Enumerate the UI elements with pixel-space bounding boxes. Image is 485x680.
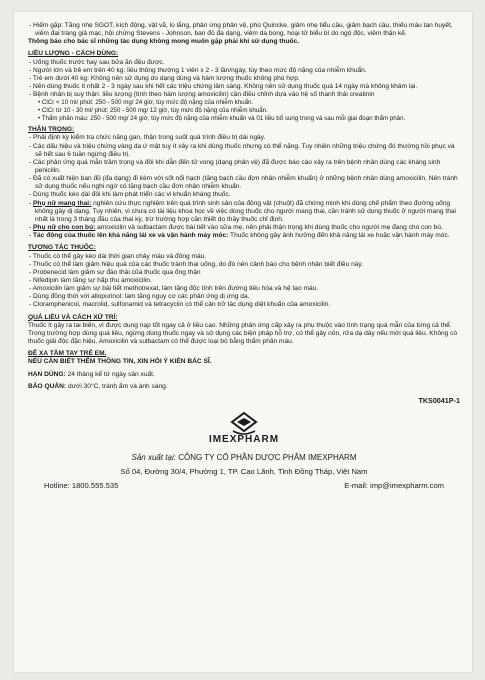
overdose-text: Thuốc ít gây ra tai biến, vì được dung nạp tốt ngay cả ở liều cao. Những phản ứng cấp xảy ra phụ thuộc vào tình trạng quá mẫn của từng cá thể. Trong trường hợp dùng quá liều, ngừng dùng thuốc ngay và sử dụng các biện pháp hỗ trợ, có thể gây nôn, rửa dạ dày nếu mới quá liều. Không có thuốc giải độc đặc hiệu. Amoxicilin và sulbactam có thể được loại bỏ bằng thẩm phân máu. bbox=[28, 321, 458, 346]
nursing-text: amoxicilin và sulbactam được bài tiết vào sữa mẹ, nên phải thận trọng khi dùng thuốc cho người mẹ đang cho con bú. bbox=[95, 224, 443, 232]
manufacturer-address: Số 04, Đường 30/4, Phường 1, TP. Cao Lãnh, Tỉnh Đồng Tháp, Việt Nam bbox=[120, 467, 368, 477]
caution-heading: THẬN TRỌNG: bbox=[28, 126, 75, 134]
interaction-item: - Thuốc có thể gây kéo dài thời gian chảy máu và đông máu. bbox=[29, 252, 207, 260]
dosage-item: - Nên dùng thuốc ít nhất 2 - 3 ngày sau khi hết các triệu chứng lâm sàng. Không nên sử dụng thuốc quá 14 ngày mà không khám lại. bbox=[29, 83, 418, 91]
keep-away-warning: ĐỂ XA TẦM TAY TRẺ EM. bbox=[28, 350, 107, 358]
nursing-paragraph: - Phụ nữ cho con bú: amoxicilin và sulbactam được bài tiết vào sữa mẹ, nên phải thận trọng khi dùng thuốc cho người mẹ đang cho con bú. bbox=[29, 224, 443, 232]
dosage-item: - Người lớn và trẻ em trên 40 kg: liều thông thường 1 viên x 2 - 3 lần/ngày, tùy theo mức độ nặng của nhiễm khuẩn. bbox=[29, 66, 367, 74]
pregnancy-text: nghiên cứu thực nghiệm trên quá trình sinh sản của động vật (chuột) đã chứng minh khi dùng chế phẩm theo đường uống không gây dị dạng. Tuy nhiên, vì chưa có tài liệu khoa học về việc dùng thuốc cho người mang thai, cần tránh sử dụng thuốc ở người mang thai nhất là trong 3 tháng đầu của thai kỳ, trừ trường hợp cần thiết do thầy thuốc chỉ định. bbox=[35, 199, 457, 223]
email: E-mail: imp@imexpharm.com bbox=[344, 481, 444, 491]
storage-line bbox=[28, 383, 460, 391]
dosage-heading: LIỀU LƯỢNG - CÁCH DÙNG: bbox=[28, 50, 119, 58]
overdose-heading: QUÁ LIỀU VÀ CÁCH XỬ TRÍ: bbox=[28, 313, 118, 321]
driving-text: Thuốc không gây ảnh hưởng đến khả năng lái xe hoặc vận hành máy móc. bbox=[228, 232, 450, 240]
dosage-sub-item: • ClCr từ 10 - 30 ml/ phút: 250 - 500 mg/ 12 giờ, tùy mức độ nặng của nhiễm khuẩn. bbox=[38, 107, 268, 114]
manufacturer-line bbox=[28, 452, 460, 463]
driving-paragraph: - Tác động của thuốc lên khả năng lái xe và vận hành máy móc: Thuốc không gây ảnh hưởng đến khả năng lái xe hoặc vận hành máy móc. bbox=[29, 232, 450, 240]
interaction-item: - Nifedipin làm tăng sự hấp thu amoxicilin. bbox=[29, 277, 152, 284]
dosage-item: - Bệnh nhân bị suy thận: liều lượng (tính theo hàm lượng amoxicilin) cần điều chỉnh dựa vào hệ số thanh thải creatinin bbox=[29, 91, 375, 99]
caution-item: - Phải định kỳ kiểm tra chức năng gan, thận trong suốt quá trình điều trị dài ngày. bbox=[29, 134, 266, 142]
interactions-heading: TƯƠNG TÁC THUỐC: bbox=[28, 244, 96, 252]
interaction-item: - Thuốc có thể làm giảm hiệu quả của các thuốc tránh thai uống, do đó nên cảnh báo cho bệnh nhân biết điều này. bbox=[29, 260, 364, 268]
expiry-label: HẠN DÙNG: bbox=[28, 370, 66, 378]
interaction-item: - Cloramphenicol, macrolid, sulfonamid và tetracyclin có thể cản trở tác dụng diệt khuẩn của amoxicilin. bbox=[29, 301, 331, 309]
storage-label: BẢO QUẢN: bbox=[28, 382, 67, 390]
brand-name: IMEXPHARM bbox=[208, 434, 280, 446]
hotline: Hotline: 1800.555.535 bbox=[44, 481, 119, 491]
document-code: TKS0041P-1 bbox=[418, 395, 460, 405]
caution-item: - Đã có xuất hiện ban đỏ (đa dạng) đi kèm với sốt nổi hạch (tăng bạch cầu đơn nhân nhiễm khuẩn) ở những bệnh nhân dùng amoxicilin. Nên tránh sử dụng thuốc nếu nghi ngờ có tăng bạch cầu đơn nhân nhiễm khuẩn. bbox=[29, 175, 458, 191]
pregnancy-paragraph: - Phụ nữ mang thai: nghiên cứu thực nghiệm trên quá trình sinh sản của động vật (chuột) đã chứng minh khi dùng chế phẩm theo đường uống không gây dị dạng. Tuy nhiên, vì chưa có tài liệu khoa học về việc dùng thuốc cho người mang thai, cần tránh sử dụng thuốc ở người mang thai nhất là trong 3 tháng đầu của thai kỳ, trừ trường hợp cần thiết do thầy thuốc chỉ định. bbox=[29, 199, 457, 223]
dosage-item: - Uống thuốc trước hay sau bữa ăn đều được. bbox=[29, 58, 165, 66]
nursing-label: Phụ nữ cho con bú: bbox=[33, 224, 96, 232]
report-notice: Thông báo cho bác sĩ những tác dụng không mong muốn gặp phải khi sử dụng thuốc. bbox=[28, 38, 300, 46]
logo-block bbox=[28, 411, 460, 444]
caution-item: - Các phản ứng quá mẫn trầm trọng và đôi khi dẫn đến tử vong (dạng phản vệ) đã được báo cáo xảy ra trên bệnh nhân dùng các kháng sinh penicilin. bbox=[29, 158, 441, 174]
dosage-sub-item: • ClCr < 10 ml/ phút: 250 - 500 mg/ 24 giờ, tùy mức độ nặng của nhiễm khuẩn. bbox=[38, 99, 254, 107]
dosage-item: - Trẻ em dưới 40 kg: Không nên sử dụng do dạng dùng và hàm lượng thuốc không phù hợp. bbox=[29, 74, 300, 82]
imexpharm-logo-icon bbox=[229, 411, 259, 435]
interaction-item: - Dùng đồng thời với allopurinol: làm tăng nguy cơ các phản ứng dị ứng da. bbox=[29, 293, 250, 301]
dosage-sub-item: • Thẩm phân máu: 250 - 500 mg/ 24 giờ, tùy mức độ nặng của nhiễm khuẩn và 01 liều bổ sung trong và sau mỗi giai đoạn thẩm phân. bbox=[38, 114, 406, 122]
interaction-item: - Probenecid làm giảm sự đào thải của thuốc qua ống thận bbox=[29, 268, 201, 276]
leaflet-sheet bbox=[14, 12, 472, 672]
contact-row bbox=[28, 482, 460, 490]
storage-text: dưới 30°C, tránh ẩm và ánh sáng. bbox=[66, 382, 168, 390]
expiry-text: 24 tháng kể từ ngày sản xuất. bbox=[65, 370, 155, 378]
caution-item: - Dùng thuốc kéo dài đôi khi làm phát triển các vi khuẩn kháng thuốc. bbox=[29, 191, 231, 199]
interaction-item: - Amoxicilin làm giảm sự bài tiết methotrexat, làm tăng độc tính trên đường tiêu hóa và hệ tạo máu. bbox=[29, 285, 319, 293]
caution-item: - Các dấu hiệu và triệu chứng vàng da ứ mật tuy ít xảy ra khi dùng thuốc nhưng có thể nặng. Tuy nhiên những triệu chứng đó thường hồi phục và sẽ hết sau 6 tuần ngừng điều trị. bbox=[29, 142, 455, 158]
consult-warning: NẾU CẦN BIẾT THÊM THÔNG TIN, XIN HỎI Ý KIẾN BÁC SĨ. bbox=[28, 358, 212, 366]
expiry-line bbox=[28, 371, 460, 379]
manufacturer-name: CÔNG TY CỔ PHẦN DƯỢC PHẨM IMEXPHARM bbox=[178, 453, 357, 463]
side-effects-text: - Hiếm gặp: Tăng nhẹ SGOT, kích động, vật vã, lo lắng, phản ứng phản vệ, phù Quincke, giảm nhẹ tiểu cầu, giảm bạch cầu, thiếu máu tan huyết, viêm đại tràng giả mạc, hội chứng Stevens - Johnson, ban đỏ đa dạng, viêm da bong, hoại tử biểu bì do ngộ độc, viêm thận kẽ. bbox=[29, 22, 453, 38]
driving-label: Tác động của thuốc lên khả năng lái xe và vận hành máy móc: bbox=[33, 232, 229, 240]
manufacturer-prefix: Sản xuất tại: bbox=[131, 453, 179, 463]
pregnancy-label: Phụ nữ mang thai: bbox=[33, 199, 92, 207]
